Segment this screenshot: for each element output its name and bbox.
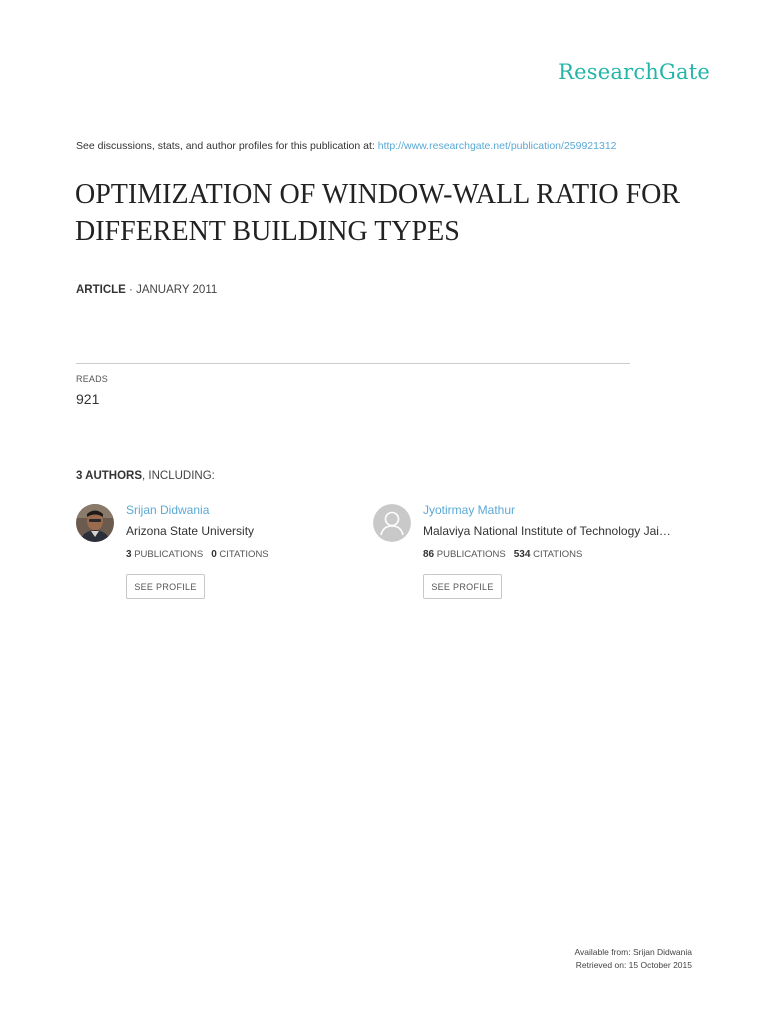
article-date: JANUARY 2011 <box>136 284 218 296</box>
author-stats <box>423 549 582 560</box>
citations-count: 534 <box>513 549 531 560</box>
user-placeholder-icon <box>373 504 411 542</box>
citations-label: CITATIONS <box>533 549 583 560</box>
citations-count: 0 <box>211 549 217 560</box>
reads-count: 921 <box>76 391 100 407</box>
article-title: OPTIMIZATION OF WINDOW-WALL RATIO FOR DIFFERENT BUILDING TYPES <box>75 179 681 247</box>
discussion-text: See discussions, stats, and author profiles for this publication at: <box>76 140 378 152</box>
authors-count: 3 AUTHORS <box>76 470 143 482</box>
publications-label: PUBLICATIONS <box>436 549 506 560</box>
publications-count: 86 <box>423 549 435 560</box>
retrieved-on: Retrieved on: 15 October 2015 <box>575 960 692 970</box>
article-type: ARTICLE <box>76 284 126 296</box>
meta-separator: · <box>125 284 137 296</box>
see-profile-button[interactable]: SEE PROFILE <box>423 574 502 599</box>
author-avatar[interactable] <box>76 504 114 542</box>
see-profile-button[interactable]: SEE PROFILE <box>126 574 205 599</box>
citations-label: CITATIONS <box>219 549 269 560</box>
authors-suffix: , INCLUDING: <box>142 470 215 482</box>
publication-link[interactable]: http://www.researchgate.net/publication/259921312 <box>377 140 617 152</box>
researchgate-logo[interactable]: ResearchGate <box>558 60 710 84</box>
discussion-line <box>76 140 617 152</box>
author-stats <box>126 549 269 560</box>
author-name-link[interactable]: Srijan Didwania <box>126 503 210 517</box>
author-photo-icon <box>76 504 114 542</box>
author-affiliation: Arizona State University <box>126 524 255 538</box>
publications-count: 3 <box>126 549 132 560</box>
section-divider <box>76 363 630 364</box>
retrieval-footer <box>575 946 692 972</box>
author-avatar[interactable] <box>373 504 411 542</box>
authors-heading <box>76 470 215 482</box>
reads-label: READS <box>76 374 109 384</box>
publications-label: PUBLICATIONS <box>134 549 204 560</box>
author-card <box>76 503 366 613</box>
article-meta <box>76 284 217 296</box>
author-card <box>373 503 671 613</box>
available-from: Available from: Srijan Didwania <box>574 947 692 957</box>
author-name-link[interactable]: Jyotirmay Mathur <box>423 503 516 517</box>
author-affiliation: Malaviya National Institute of Technology Jai… <box>423 524 671 538</box>
